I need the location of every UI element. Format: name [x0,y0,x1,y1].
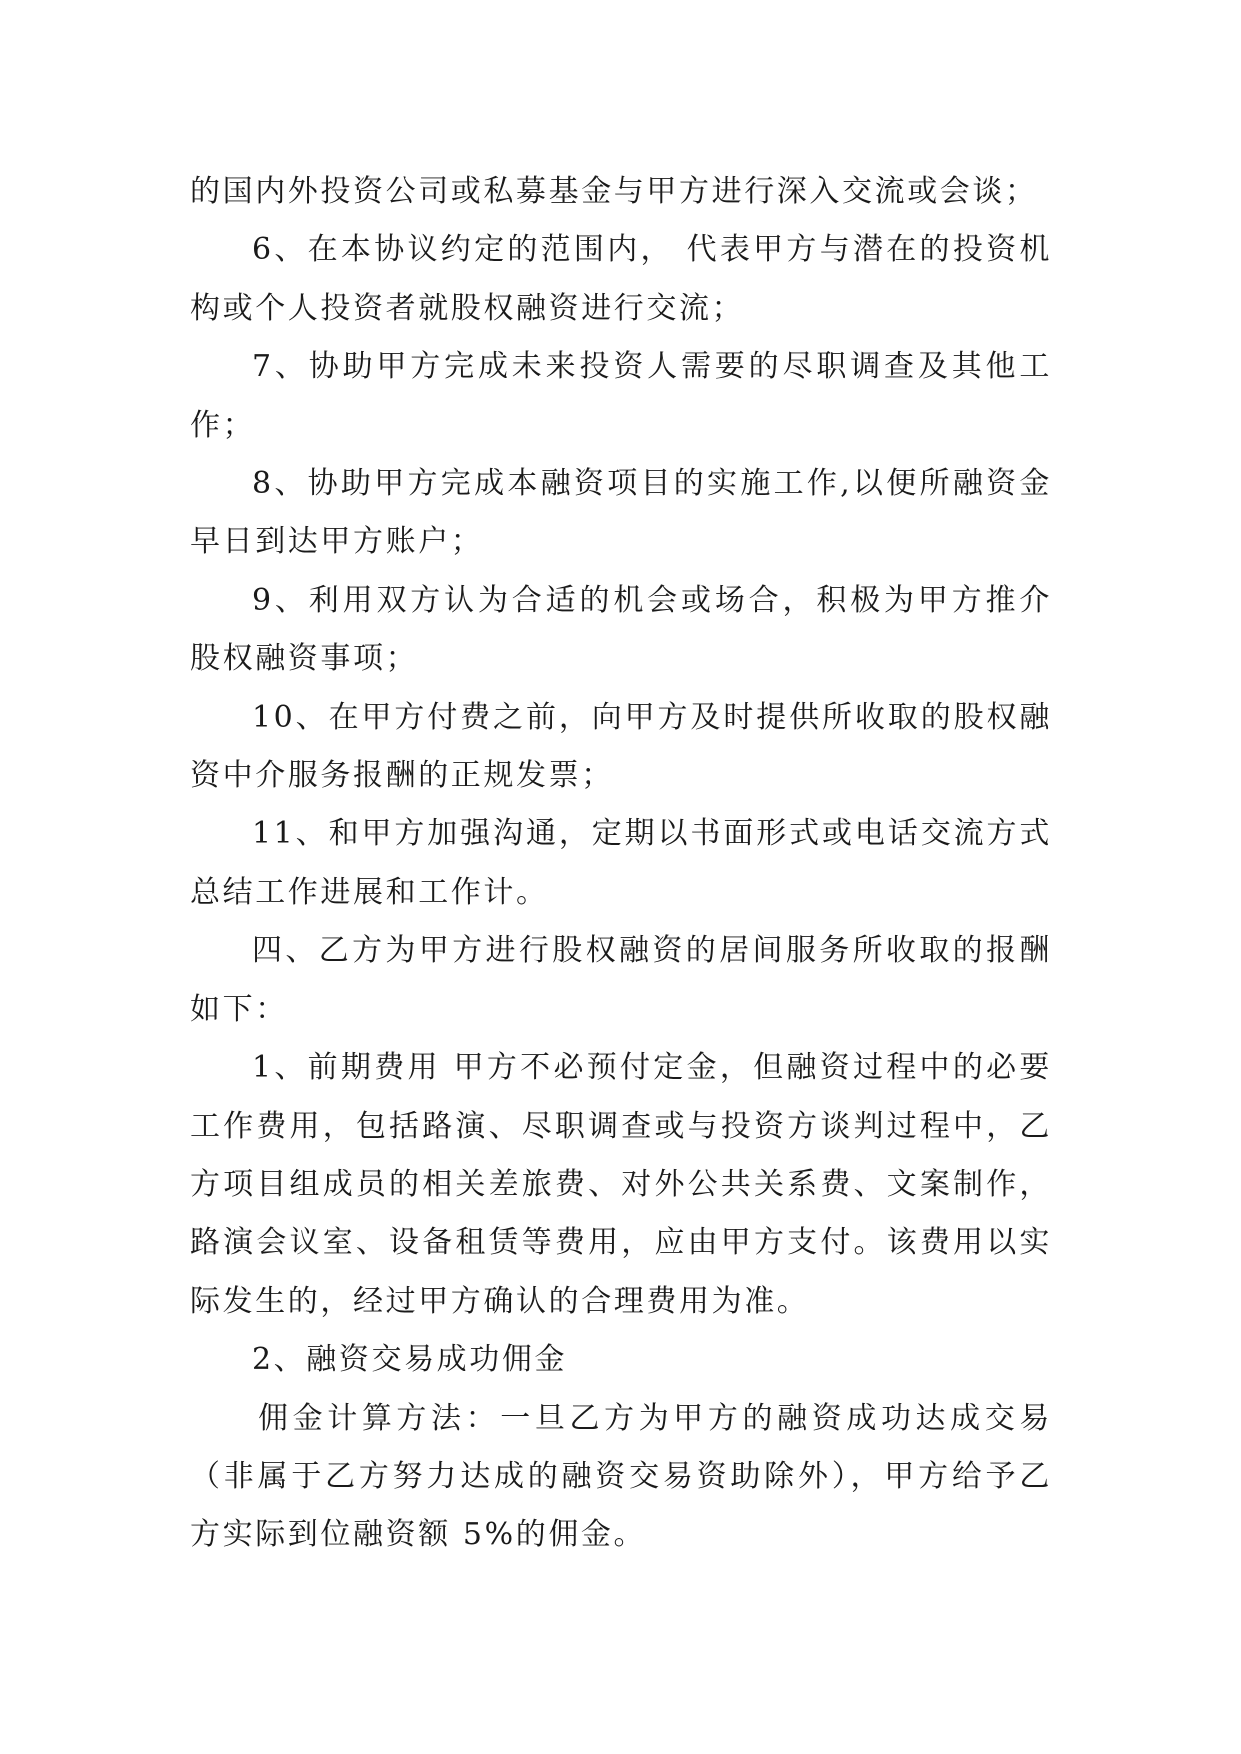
paragraph-commission-calculation: 佣金计算方法：一旦乙方为甲方的融资成功达成交易（非属于乙方努力达成的融资交易资助除外），甲方给予乙方实际到位融资额 5%的佣金。 [190,1400,1052,1553]
paragraph-item-10: 10、在甲方付费之前，向甲方及时提供所收取的股权融资中介服务报酬的正规发票； [190,699,1052,794]
paragraph-upfront-fees: 1、前期费用 甲方不必预付定金，但融资过程中的必要工作费用，包括路演、尽职调查或与投资方谈判过程中，乙方项目组成员的相关差旅费、对外公共关系费、文案制作，路演会议室、设备租赁等费用，应由甲方支付。该费用以实际发生的，经过甲方确认的合理费用为准。 [190,1050,1052,1319]
paragraph-success-commission-heading: 2、融资交易成功佣金 [252,1342,568,1378]
section-heading-four: 四、乙方为甲方进行股权融资的居间服务所收取的报酬如下： [190,933,1052,1027]
paragraph-item-8: 8、协助甲方完成本融资项目的实施工作,以便所融资金早日到达甲方账户； [190,466,1052,560]
paragraph-continuation: 的国内外投资公司或私募基金与甲方进行深入交流或会谈； [190,174,1038,209]
paragraph-item-9: 9、利用双方认为合适的机会或场合，积极为甲方推介股权融资事项； [190,582,1052,677]
paragraph-item-11: 11、和甲方加强沟通，定期以书面形式或电话交流方式总结工作进展和工作计。 [190,816,1052,910]
paragraph-item-7: 7、协助甲方完成未来投资人需要的尽职调查及其他工作； [190,349,1052,443]
paragraph-item-6: 6、在本协议约定的范围内， 代表甲方与潜在的投资机构或个人投资者就股权融资进行交流； [190,232,1052,326]
document-body [190,163,1052,1565]
